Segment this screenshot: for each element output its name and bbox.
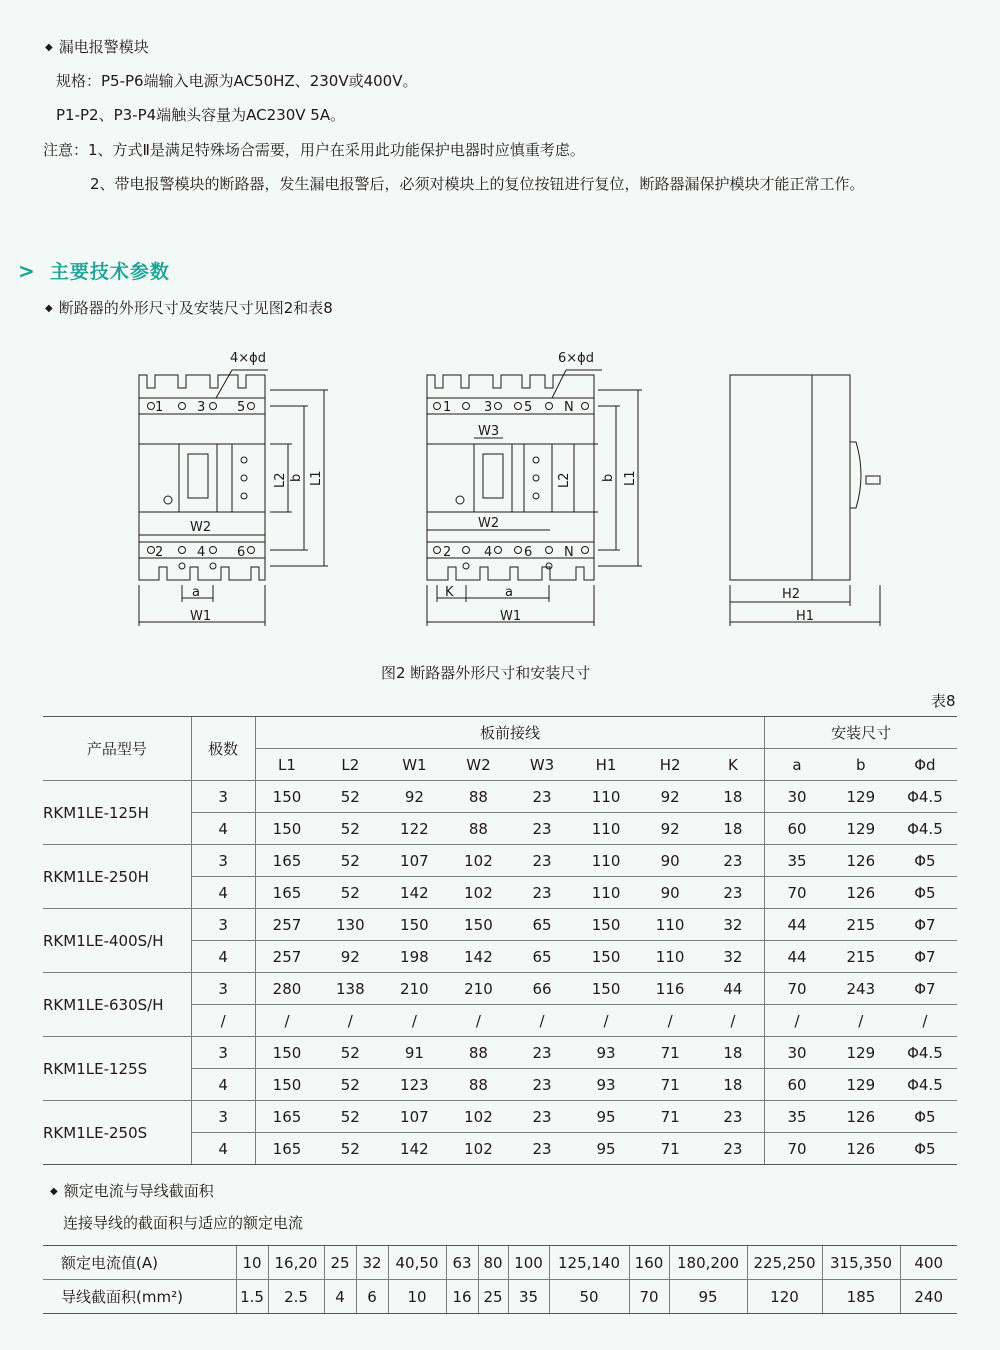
- area-cell: 185: [822, 1280, 900, 1314]
- table-cell: /: [318, 1005, 382, 1037]
- table-cell: 130: [318, 909, 382, 941]
- table-label: 表8: [931, 692, 956, 710]
- rating-cell: 125,140: [549, 1246, 629, 1280]
- table-cell: 210: [382, 973, 446, 1005]
- table-cell: 142: [446, 941, 510, 973]
- table-cell: 93: [574, 1069, 639, 1101]
- dim-label-w2: W2: [478, 516, 500, 531]
- header-col: L2: [318, 749, 382, 781]
- table-cell: 71: [639, 1101, 702, 1133]
- table-cell: 4: [191, 941, 255, 973]
- table-cell: 215: [829, 941, 893, 973]
- header-col: W3: [510, 749, 573, 781]
- dim-label-w2: W2: [190, 520, 212, 535]
- header-col: W1: [382, 749, 446, 781]
- rating-cell: 180,200: [669, 1246, 747, 1280]
- table-cell: 66: [510, 973, 573, 1005]
- table-cell: 110: [574, 813, 639, 845]
- table-cell: 3: [191, 909, 255, 941]
- current-subtitle: 连接导线的截面积与适应的额定电流: [63, 1214, 304, 1232]
- model-cell: RKM1LE-125H: [43, 781, 191, 845]
- table-cell: 165: [255, 1133, 318, 1165]
- table-cell: 107: [382, 1101, 446, 1133]
- terminal-label: 1: [155, 400, 164, 415]
- terminal-label: 4: [197, 545, 206, 560]
- table-cell: 110: [639, 909, 702, 941]
- header-model: 产品型号: [43, 717, 191, 781]
- note-2: 2、带电报警模块的断路器，发生漏电报警后，必须对模块上的复位按钮进行复位，断路器漏保护模块才能正常工作。: [90, 175, 865, 193]
- table-cell: 3: [191, 845, 255, 877]
- table-cell: Φ5: [893, 1133, 957, 1165]
- table-cell: 35: [765, 845, 829, 877]
- header-poles: 极数: [191, 717, 255, 781]
- dim-label-w3: W3: [478, 424, 500, 439]
- model-cell: RKM1LE-250S: [43, 1101, 191, 1165]
- table-cell: 35: [765, 1101, 829, 1133]
- terminal-label: 3: [484, 400, 493, 415]
- row-label: 导线截面积(mm²): [43, 1280, 236, 1314]
- header-col: W2: [446, 749, 510, 781]
- table-cell: 150: [574, 973, 639, 1005]
- terminal-label: N: [564, 545, 574, 560]
- table-cell: 165: [255, 877, 318, 909]
- table-cell: 60: [765, 1069, 829, 1101]
- model-cell: RKM1LE-630S/H: [43, 973, 191, 1037]
- table-cell: 23: [510, 813, 573, 845]
- three-pole-front-view: [139, 370, 328, 626]
- table-cell: 4: [191, 877, 255, 909]
- table-cell: /: [191, 1005, 255, 1037]
- model-cell: RKM1LE-125S: [43, 1037, 191, 1101]
- rating-cell: 100: [508, 1246, 549, 1280]
- hole-label-3p: 4×ϕd: [230, 351, 266, 366]
- table-cell: 102: [446, 1101, 510, 1133]
- table-cell: 30: [765, 781, 829, 813]
- table-cell: 142: [382, 1133, 446, 1165]
- area-cell: 16: [446, 1280, 478, 1314]
- table-cell: 23: [510, 781, 573, 813]
- table-cell: 71: [639, 1069, 702, 1101]
- header-mounting: 安装尺寸: [765, 717, 957, 749]
- table-cell: 257: [255, 941, 318, 973]
- table-cell: 3: [191, 1037, 255, 1069]
- table-cell: 126: [829, 1133, 893, 1165]
- table-row: [43, 845, 957, 877]
- rating-cell: 32: [356, 1246, 388, 1280]
- table-cell: 150: [446, 909, 510, 941]
- table-cell: 142: [382, 877, 446, 909]
- table-cell: Φ5: [893, 1101, 957, 1133]
- table-cell: 88: [446, 1069, 510, 1101]
- table-cell: Φ5: [893, 845, 957, 877]
- hole-label-4p: 6×ϕd: [558, 351, 594, 366]
- side-view: [730, 375, 880, 626]
- table-cell: 126: [829, 877, 893, 909]
- table-cell: 102: [446, 877, 510, 909]
- table-cell: 52: [318, 1133, 382, 1165]
- table-cell: 165: [255, 1101, 318, 1133]
- bullet-icon: ◆: [50, 1186, 58, 1197]
- table-cell: 122: [382, 813, 446, 845]
- model-cell: RKM1LE-250H: [43, 845, 191, 909]
- terminal-label: 2: [155, 545, 164, 560]
- table-cell: 52: [318, 1069, 382, 1101]
- dim-label-l1: L1: [309, 470, 324, 486]
- table-cell: 280: [255, 973, 318, 1005]
- dim-label-l1: L1: [623, 470, 638, 486]
- dim-label-h1: H1: [796, 609, 815, 624]
- rating-row: [43, 1246, 957, 1280]
- table-cell: 65: [510, 909, 573, 941]
- table-header-row: [43, 717, 957, 749]
- table-cell: 257: [255, 909, 318, 941]
- table-cell: 110: [574, 781, 639, 813]
- terminal-label: 5: [524, 400, 533, 415]
- table-cell: 126: [829, 845, 893, 877]
- header-col: H2: [639, 749, 702, 781]
- area-cell: 120: [747, 1280, 822, 1314]
- table-cell: 32: [702, 941, 765, 973]
- table-cell: 18: [702, 1069, 765, 1101]
- terminal-label: 6: [237, 545, 246, 560]
- table-cell: 110: [639, 941, 702, 973]
- terminal-label: 6: [524, 545, 533, 560]
- table-cell: 129: [829, 1037, 893, 1069]
- row-label: 额定电流值(A): [43, 1246, 236, 1280]
- table-cell: /: [446, 1005, 510, 1037]
- table-cell: 129: [829, 813, 893, 845]
- table-cell: 52: [318, 781, 382, 813]
- module-heading: ◆ 漏电报警模块: [45, 38, 149, 56]
- table-cell: 65: [510, 941, 573, 973]
- breaker-dimension-figure: [0, 330, 1000, 640]
- table-cell: 92: [639, 781, 702, 813]
- table-cell: 52: [318, 813, 382, 845]
- table-cell: 70: [765, 877, 829, 909]
- table-cell: 110: [574, 877, 639, 909]
- area-cell: 240: [900, 1280, 957, 1314]
- table-cell: /: [382, 1005, 446, 1037]
- terminal-label: N: [564, 400, 574, 415]
- table-cell: 95: [574, 1133, 639, 1165]
- table-cell: 32: [702, 909, 765, 941]
- terminal-label: 3: [197, 400, 206, 415]
- note-1: 注意：1、方式Ⅱ是满足特殊场合需要，用户在采用此功能保护电器时应慎重考虑。: [43, 141, 585, 159]
- header-front-wiring: 板前接线: [255, 717, 765, 749]
- spec-line: 规格：P5-P6端输入电源为AC50HZ、230V或400V。: [56, 72, 418, 90]
- table-cell: /: [893, 1005, 957, 1037]
- dim-label-l2: L2: [557, 472, 572, 488]
- rating-cell: 10: [236, 1246, 268, 1280]
- table-cell: 92: [639, 813, 702, 845]
- four-pole-front-view: [427, 370, 642, 626]
- table-row: [43, 973, 957, 1005]
- terminal-label: 5: [237, 400, 246, 415]
- table-cell: 165: [255, 845, 318, 877]
- table-cell: Φ4.5: [893, 1037, 957, 1069]
- table-row: [43, 1037, 957, 1069]
- dim-label-a: a: [192, 585, 200, 600]
- area-cell: 1.5: [236, 1280, 268, 1314]
- table-cell: /: [765, 1005, 829, 1037]
- header-col: L1: [255, 749, 318, 781]
- terminal-label: 2: [443, 545, 452, 560]
- dim-label-w1: W1: [190, 609, 212, 624]
- table-row: [43, 1101, 957, 1133]
- table-cell: Φ4.5: [893, 781, 957, 813]
- area-cell: 35: [508, 1280, 549, 1314]
- table-cell: 44: [702, 973, 765, 1005]
- table-cell: 4: [191, 1133, 255, 1165]
- table-cell: 23: [510, 877, 573, 909]
- rating-cell: 80: [478, 1246, 508, 1280]
- dim-label-k: K: [445, 585, 454, 600]
- section-header: [18, 257, 170, 284]
- table-row: [43, 781, 957, 813]
- table-cell: 23: [510, 1133, 573, 1165]
- table-cell: 150: [574, 909, 639, 941]
- table-cell: 70: [765, 973, 829, 1005]
- table-cell: 150: [255, 1037, 318, 1069]
- table-cell: 198: [382, 941, 446, 973]
- table-cell: 150: [382, 909, 446, 941]
- table-cell: 23: [510, 1069, 573, 1101]
- table-cell: 90: [639, 845, 702, 877]
- table-cell: 71: [639, 1133, 702, 1165]
- table-cell: 129: [829, 781, 893, 813]
- dim-label-h2: H2: [782, 587, 801, 602]
- area-cell: 6: [356, 1280, 388, 1314]
- table-cell: 4: [191, 1069, 255, 1101]
- table-cell: 30: [765, 1037, 829, 1069]
- table-cell: 92: [318, 941, 382, 973]
- table-cell: 150: [255, 813, 318, 845]
- area-cell: 95: [669, 1280, 747, 1314]
- table-cell: 18: [702, 781, 765, 813]
- table-cell: 23: [702, 1101, 765, 1133]
- table-cell: 23: [702, 1133, 765, 1165]
- table-cell: 92: [382, 781, 446, 813]
- rating-cell: 400: [900, 1246, 957, 1280]
- header-col: b: [829, 749, 893, 781]
- current-table: [43, 1245, 957, 1314]
- table-cell: 95: [574, 1101, 639, 1133]
- area-cell: 2.5: [268, 1280, 324, 1314]
- table-cell: 18: [702, 1037, 765, 1069]
- table-cell: 116: [639, 973, 702, 1005]
- terminal-label: 4: [484, 545, 493, 560]
- area-cell: 4: [324, 1280, 356, 1314]
- table-cell: 23: [510, 1101, 573, 1133]
- table-cell: /: [639, 1005, 702, 1037]
- table-cell: 150: [255, 781, 318, 813]
- figure-caption: 图2 断路器外形尺寸和安装尺寸: [381, 664, 591, 682]
- header-col: Φd: [893, 749, 957, 781]
- table-row: [43, 909, 957, 941]
- table-cell: 70: [765, 1133, 829, 1165]
- table-cell: 44: [765, 941, 829, 973]
- rating-cell: 63: [446, 1246, 478, 1280]
- contact-line: P1-P2、P3-P4端触头容量为AC230V 5A。: [56, 106, 346, 124]
- area-row: [43, 1280, 957, 1314]
- table-cell: 23: [510, 845, 573, 877]
- table-cell: 243: [829, 973, 893, 1005]
- table-cell: Φ7: [893, 941, 957, 973]
- terminal-label: 1: [443, 400, 452, 415]
- table-cell: /: [574, 1005, 639, 1037]
- table-cell: 129: [829, 1069, 893, 1101]
- dim-label-a: a: [505, 585, 513, 600]
- dim-label-b: b: [601, 473, 616, 482]
- table-cell: 3: [191, 1101, 255, 1133]
- table-cell: 52: [318, 877, 382, 909]
- table-cell: 44: [765, 909, 829, 941]
- header-col: K: [702, 749, 765, 781]
- table-cell: 123: [382, 1069, 446, 1101]
- rating-cell: 25: [324, 1246, 356, 1280]
- area-cell: 25: [478, 1280, 508, 1314]
- table-cell: Φ4.5: [893, 1069, 957, 1101]
- table-cell: 60: [765, 813, 829, 845]
- table-cell: 210: [446, 973, 510, 1005]
- table-cell: 71: [639, 1037, 702, 1069]
- table-cell: 126: [829, 1101, 893, 1133]
- current-heading: ◆ 额定电流与导线截面积: [50, 1182, 214, 1200]
- header-col: a: [765, 749, 829, 781]
- dim-label-b: b: [289, 473, 304, 482]
- table-cell: /: [702, 1005, 765, 1037]
- area-cell: 10: [388, 1280, 446, 1314]
- table-cell: /: [255, 1005, 318, 1037]
- table-cell: 88: [446, 1037, 510, 1069]
- table-cell: 215: [829, 909, 893, 941]
- table-cell: 102: [446, 1133, 510, 1165]
- area-cell: 70: [629, 1280, 669, 1314]
- table-cell: 91: [382, 1037, 446, 1069]
- table-cell: Φ4.5: [893, 813, 957, 845]
- table-cell: 3: [191, 973, 255, 1005]
- table-cell: 23: [702, 845, 765, 877]
- rating-cell: 160: [629, 1246, 669, 1280]
- rating-cell: 40,50: [388, 1246, 446, 1280]
- rating-cell: 225,250: [747, 1246, 822, 1280]
- area-cell: 50: [549, 1280, 629, 1314]
- section-title: 主要技术参数: [49, 261, 170, 283]
- table-cell: 52: [318, 1101, 382, 1133]
- header-col: H1: [574, 749, 639, 781]
- table-cell: 3: [191, 781, 255, 813]
- section-subtitle: ◆ 断路器的外形尺寸及安装尺寸见图2和表8: [45, 299, 333, 317]
- table-cell: 23: [510, 1037, 573, 1069]
- dim-label-w1: W1: [500, 609, 522, 624]
- table-cell: 88: [446, 813, 510, 845]
- table-cell: 18: [702, 813, 765, 845]
- bullet-icon: ◆: [45, 42, 53, 53]
- table-cell: 52: [318, 845, 382, 877]
- table-cell: 150: [574, 941, 639, 973]
- table-cell: 23: [702, 877, 765, 909]
- table-cell: 110: [574, 845, 639, 877]
- table-cell: 102: [446, 845, 510, 877]
- bullet-icon: ◆: [45, 303, 53, 314]
- chevron-right-icon: >: [18, 259, 35, 283]
- table-cell: 93: [574, 1037, 639, 1069]
- table-cell: 107: [382, 845, 446, 877]
- model-cell: RKM1LE-400S/H: [43, 909, 191, 973]
- dim-label-l2: L2: [273, 472, 288, 488]
- table-cell: 4: [191, 813, 255, 845]
- table-cell: 90: [639, 877, 702, 909]
- table-cell: 138: [318, 973, 382, 1005]
- table-cell: Φ7: [893, 973, 957, 1005]
- table-cell: Φ7: [893, 909, 957, 941]
- table-cell: 150: [255, 1069, 318, 1101]
- table-cell: 52: [318, 1037, 382, 1069]
- spec-table: [43, 716, 957, 1165]
- rating-cell: 315,350: [822, 1246, 900, 1280]
- rating-cell: 16,20: [268, 1246, 324, 1280]
- table-cell: 88: [446, 781, 510, 813]
- table-cell: /: [829, 1005, 893, 1037]
- table-cell: /: [510, 1005, 573, 1037]
- table-cell: Φ5: [893, 877, 957, 909]
